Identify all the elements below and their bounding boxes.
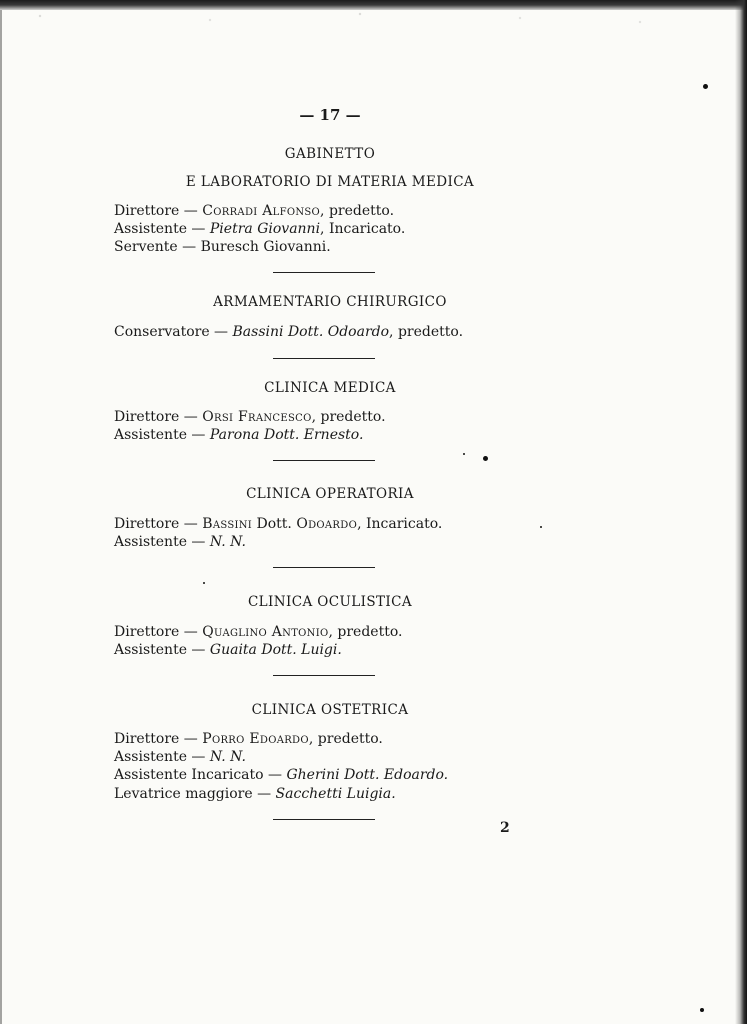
entry-line — [114, 534, 246, 550]
section-divider — [273, 272, 375, 273]
section-divider — [273, 567, 375, 568]
entry-name: Orsi Francesco — [202, 409, 312, 425]
section-divider — [273, 675, 375, 676]
entry-name: Bassini Dott. Odoardo — [232, 324, 390, 340]
entry-role: Assistente — — [114, 749, 210, 765]
scan-left-edge — [0, 10, 2, 1024]
entry-role: Assistente — — [114, 642, 210, 658]
scan-top-edge — [0, 0, 747, 10]
section-heading-clinica-medica: CLINICA MEDICA — [264, 380, 396, 396]
section-divider — [273, 358, 375, 359]
scan-right-edge — [735, 0, 747, 1024]
entry-role: Direttore — — [114, 203, 203, 219]
section-heading-clinica-ostetrica: CLINICA OSTETRICA — [251, 702, 409, 718]
entry-line — [114, 427, 363, 443]
entry-name: N. N. — [209, 749, 246, 765]
entry-role: Conservatore — — [114, 324, 233, 340]
entry-name: Porro Edoardo — [202, 731, 309, 747]
scan-top-specks — [0, 10, 747, 30]
entry-name: Quaglino Antonio — [202, 624, 329, 640]
ink-speck — [203, 582, 205, 584]
entry-suffix: , predetto. — [320, 203, 395, 219]
ink-speck — [703, 84, 708, 89]
entry-name: Buresch Giovanni. — [200, 239, 331, 255]
entry-line — [114, 767, 448, 783]
entry-role: Servente — — [114, 239, 201, 255]
entry-name: Parona Dott. Ernesto. — [209, 427, 364, 443]
entry-suffix: , predetto. — [389, 324, 464, 340]
section-heading-gabinetto: GABINETTO — [284, 146, 376, 162]
section-heading-armamentario: ARMAMENTARIO CHIRURGICO — [213, 294, 447, 310]
entry-line — [114, 624, 402, 640]
ink-speck — [540, 526, 542, 528]
entry-name: Sacchetti Luigia. — [275, 786, 396, 802]
section-heading-clinica-operatoria: CLINICA OPERATORIA — [246, 486, 414, 502]
entry-line — [114, 786, 396, 802]
entry-suffix: Dott. — [252, 516, 297, 532]
page-number: — 17 — — [299, 106, 361, 124]
entry-line — [114, 409, 386, 425]
entry-role: Direttore — — [114, 409, 203, 425]
entry-role: Assistente Incaricato — — [114, 767, 287, 783]
section-heading-laboratorio: E LABORATORIO DI MATERIA MEDICA — [185, 174, 475, 190]
section-divider — [273, 819, 375, 820]
entry-suffix: , predetto. — [311, 409, 386, 425]
entry-role: Direttore — — [114, 516, 203, 532]
entry-role: Levatrice maggiore — — [114, 786, 276, 802]
entry-line — [114, 239, 331, 255]
entry-name: Pietra Giovanni — [209, 221, 321, 237]
entry-suffix: , predetto. — [308, 731, 383, 747]
entry-line — [114, 203, 394, 219]
entry-name: N. N. — [209, 534, 246, 550]
entry-suffix: , Incaricato. — [320, 221, 406, 237]
ink-speck — [700, 1008, 704, 1012]
entry-name-second: Odoardo — [296, 516, 358, 532]
entry-name: Gherini Dott. Edoardo. — [286, 767, 449, 783]
entry-suffix-second: , Incaricato. — [357, 516, 443, 532]
section-heading-clinica-oculistica: CLINICA OCULISTICA — [247, 594, 413, 610]
signature-mark: 2 — [500, 820, 510, 836]
entry-role: Assistente — — [114, 427, 210, 443]
ink-speck — [483, 456, 488, 461]
entry-line — [114, 731, 383, 747]
entry-name: Guaita Dott. Luigi. — [209, 642, 342, 658]
section-divider — [273, 460, 375, 461]
entry-name: Bassini — [202, 516, 253, 532]
entry-line — [114, 324, 463, 340]
entry-line — [114, 642, 342, 658]
entry-role: Assistente — — [114, 534, 210, 550]
entry-name: Corradi Alfonso — [202, 203, 321, 219]
entry-line — [114, 221, 405, 237]
entry-role: Direttore — — [114, 624, 203, 640]
entry-line — [114, 516, 442, 532]
ink-speck — [463, 453, 465, 455]
entry-line — [114, 749, 246, 765]
entry-role: Direttore — — [114, 731, 203, 747]
entry-role: Assistente — — [114, 221, 210, 237]
entry-suffix: , predetto. — [328, 624, 403, 640]
